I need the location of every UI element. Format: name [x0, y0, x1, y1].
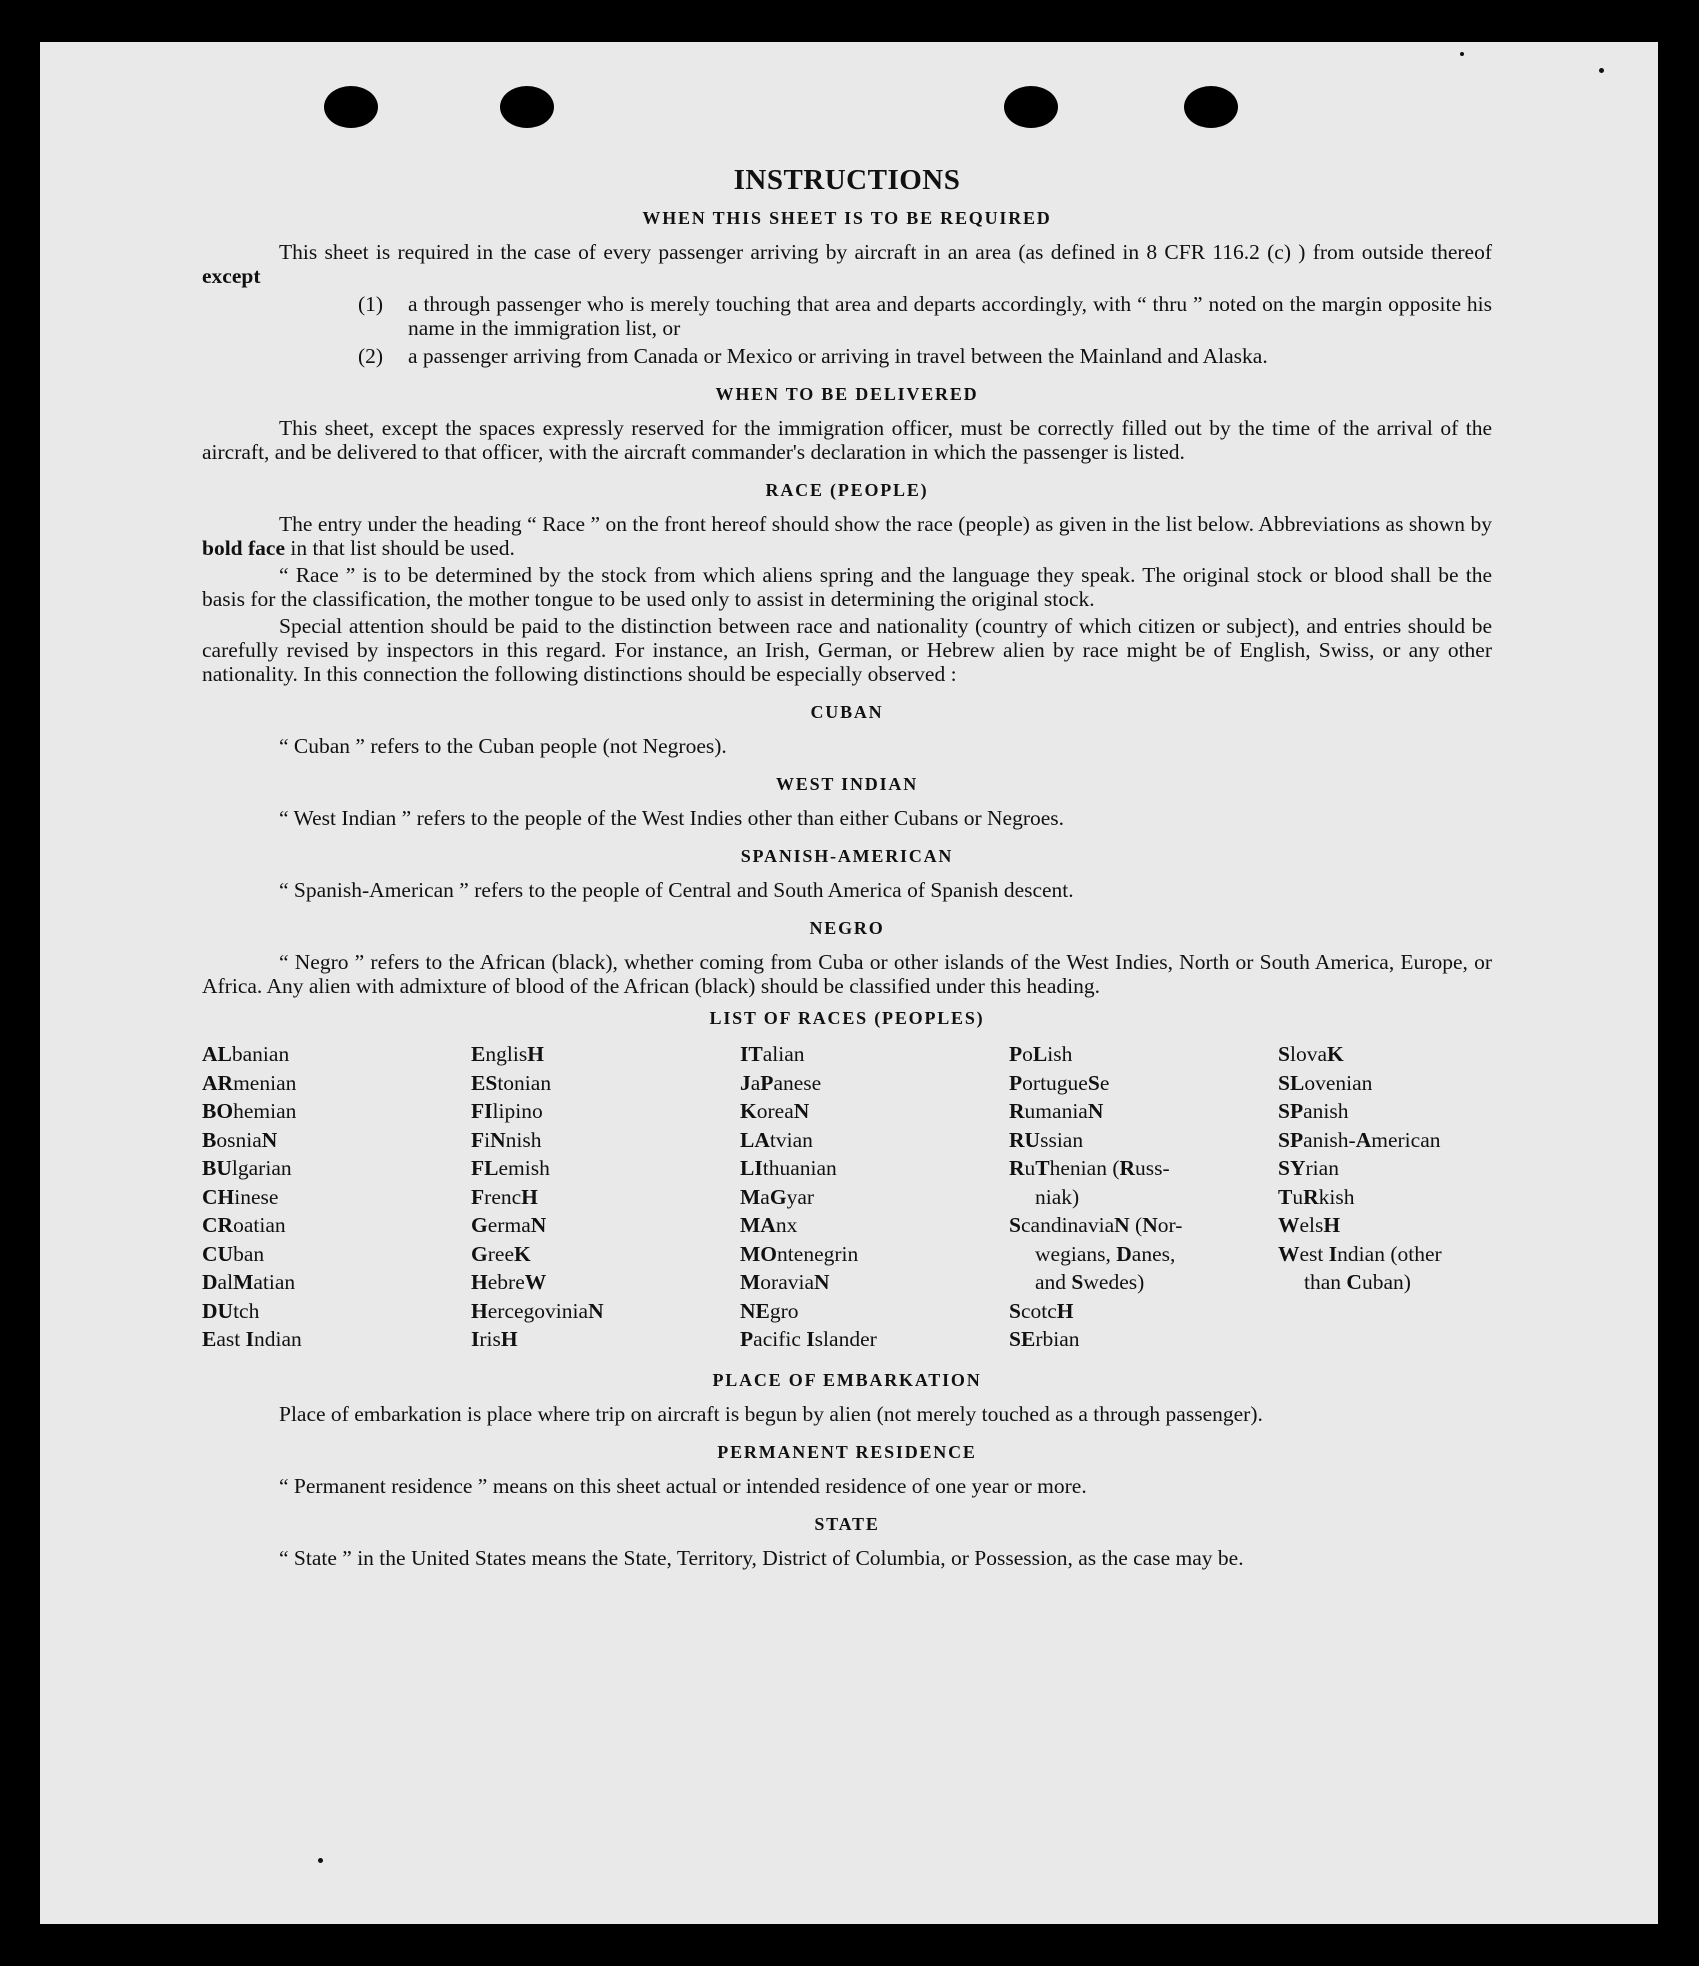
section-heading: CUBAN [810, 702, 884, 722]
race-entry: SPanish-American [1278, 1127, 1441, 1152]
punch-hole [500, 86, 554, 128]
race-entry: MAnx [740, 1213, 798, 1237]
punch-hole [1184, 86, 1238, 128]
item-text: a through passenger who is merely touching that area and departs accordingly, with “ thru ” noted on the margin opposite his name in the immigration list, or [408, 292, 1492, 340]
paragraph [202, 240, 1492, 288]
race-list [202, 1040, 1492, 1354]
paragraph: “ Negro ” refers to the African (black), whether coming from Cuba or other islands of the West Indies, North or South America, Europe, or Africa. Any alien with admixture of blood of the African (black) should be classified under this heading. [202, 950, 1492, 998]
race-entry: MOntenegrin [740, 1241, 859, 1266]
race-entry: SLovenian [1278, 1070, 1373, 1095]
section-heading: PLACE OF EMBARKATION [712, 1369, 982, 1390]
race-entry: FIlipino [471, 1099, 543, 1123]
race-entry: than Cuban) [1304, 1270, 1411, 1294]
race-entry: TuRkish [1278, 1184, 1355, 1209]
paragraph: Place of embarkation is place where trip on aircraft is begun by alien (not merely touched as a through passenger). [279, 1401, 1263, 1426]
paragraph-text: The entry under the heading “ Race ” on the front hereof should show the race (people) as given in the list below. Abbreviations as shown by [279, 512, 1492, 536]
race-entry: FLemish [471, 1156, 550, 1180]
paragraph: “ West Indian ” refers to the people of the West Indies other than either Cubans or Negroes. [279, 806, 1065, 830]
race-entry: RumaniaN [1009, 1099, 1104, 1123]
punch-hole [1004, 86, 1058, 128]
race-entry: BosniaN [202, 1127, 278, 1152]
list-item [358, 292, 1492, 340]
paragraph: “ Spanish-American ” refers to the people of Central and South America of Spanish descent. [279, 878, 1074, 902]
section-heading: SPANISH-AMERICAN [740, 846, 954, 866]
punch-hole [324, 86, 378, 128]
race-entry: RUssian [1009, 1127, 1084, 1152]
race-column [740, 1040, 1009, 1354]
race-column [1009, 1040, 1278, 1354]
race-entry: ARmenian [202, 1070, 297, 1095]
race-entry: EnglisH [471, 1042, 544, 1066]
paragraph: Special attention should be paid to the distinction between race and nationality (country of which citizen or subject), and entries should be carefully revised by inspectors in this regard. For instance, an Irish, German, or Hebrew alien by race might be of English, Swiss, or any other nationality. In this connection the following distinctions should be especially observed : [202, 614, 1492, 686]
race-entry: LAtvian [740, 1127, 813, 1152]
race-entry: GreeK [471, 1241, 531, 1266]
race-entry: SlovaK [1278, 1042, 1344, 1066]
race-entry: wegians, Danes, [1035, 1241, 1176, 1266]
race-column [202, 1040, 471, 1354]
race-entry: West Indian (other [1278, 1241, 1442, 1266]
race-entry: RuThenian (Russ- [1009, 1156, 1170, 1180]
race-entry: CHinese [202, 1184, 279, 1209]
section-heading: WEST INDIAN [775, 774, 918, 794]
race-entry: and Swedes) [1035, 1270, 1145, 1294]
paragraph: “ Race ” is to be determined by the stock from which aliens spring and the language they speak. The original stock or blood shall be the basis for the classification, the mother tongue to be used only to assist in determining the original stock. [202, 563, 1492, 611]
speck [1460, 52, 1464, 56]
race-entry: JaPanese [740, 1070, 822, 1095]
bold-text: except [202, 264, 261, 288]
race-entry: SYrian [1278, 1156, 1339, 1180]
race-entry: Pacific Islander [740, 1327, 877, 1351]
section-heading: LIST OF RACES (PEOPLES) [709, 1008, 985, 1028]
race-entry: SErbian [1009, 1327, 1080, 1351]
paragraph: “ Permanent residence ” means on this sheet actual or intended residence of one year or more. [279, 1473, 1087, 1498]
race-entry: ScandinaviaN (Nor- [1009, 1213, 1183, 1237]
paragraph: “ State ” in the United States means the State, Territory, District of Columbia, or Possession, as the case may be. [279, 1545, 1244, 1570]
race-entry: ScotcH [1009, 1298, 1074, 1323]
section-heading: STATE [814, 1513, 880, 1534]
section-heading: WHEN THIS SHEET IS TO BE REQUIRED [642, 208, 1052, 228]
race-entry: PoLish [1009, 1042, 1073, 1066]
race-entry: BUlgarian [202, 1156, 292, 1180]
race-entry: CRoatian [202, 1213, 286, 1237]
race-entry: MoraviaN [740, 1270, 830, 1294]
race-entry: BOhemian [202, 1099, 297, 1123]
race-entry: GermaN [471, 1213, 547, 1237]
paragraph: This sheet, except the spaces expressly reserved for the immigration officer, must be correctly filled out by the time of the arrival of the aircraft, and be delivered to that officer, with the aircraft commander's declaration in which the passenger is listed. [202, 416, 1492, 464]
race-entry: NEgro [740, 1298, 799, 1323]
race-entry: KoreaN [740, 1099, 810, 1123]
race-entry: SPanish [1278, 1099, 1349, 1123]
race-entry: DUtch [202, 1298, 260, 1323]
race-entry: MaGyar [740, 1184, 815, 1209]
race-entry: HebreW [471, 1270, 547, 1294]
race-entry: ALbanian [202, 1042, 290, 1066]
race-entry: niak) [1035, 1184, 1080, 1209]
race-entry: LIthuanian [740, 1156, 837, 1180]
section-heading: NEGRO [809, 918, 885, 938]
paragraph-text: in that list should be used. [290, 536, 515, 560]
section-heading: PERMANENT RESIDENCE [717, 1441, 977, 1462]
race-entry: EStonian [471, 1070, 552, 1095]
race-entry: DalMatian [202, 1270, 296, 1294]
race-entry: FiNnish [471, 1127, 542, 1152]
paragraph: “ Cuban ” refers to the Cuban people (not Negroes). [279, 734, 727, 758]
race-column [471, 1040, 740, 1354]
section-heading: WHEN TO BE DELIVERED [715, 384, 979, 404]
race-entry: CUban [202, 1241, 265, 1266]
race-entry: East Indian [202, 1327, 302, 1351]
speck [318, 1858, 323, 1863]
list-item [358, 344, 1492, 368]
instructions-content [202, 160, 1492, 1573]
item-number: (2) [358, 344, 384, 368]
race-column [1278, 1040, 1492, 1354]
speck [1599, 68, 1604, 73]
bold-text: bold face [202, 536, 286, 560]
item-text: a passenger arriving from Canada or Mexico or arriving in travel between the Mainland and Alaska. [408, 344, 1268, 368]
race-entry: FrencH [471, 1184, 538, 1209]
race-entry: HercegoviniaN [471, 1298, 604, 1323]
paragraph-text: This sheet is required in the case of every passenger arriving by aircraft in an area (as defined in 8 CFR 116.2 (c) ) from outside thereof [279, 240, 1492, 264]
race-entry: PortugueSe [1009, 1070, 1110, 1095]
race-entry: WelsH [1278, 1213, 1341, 1237]
race-entry: IrisH [471, 1327, 518, 1351]
paragraph [202, 512, 1492, 560]
item-number: (1) [358, 292, 384, 316]
race-entry: ITalian [740, 1042, 805, 1066]
page-title: INSTRUCTIONS [733, 164, 961, 196]
section-heading: RACE (PEOPLE) [765, 480, 929, 500]
